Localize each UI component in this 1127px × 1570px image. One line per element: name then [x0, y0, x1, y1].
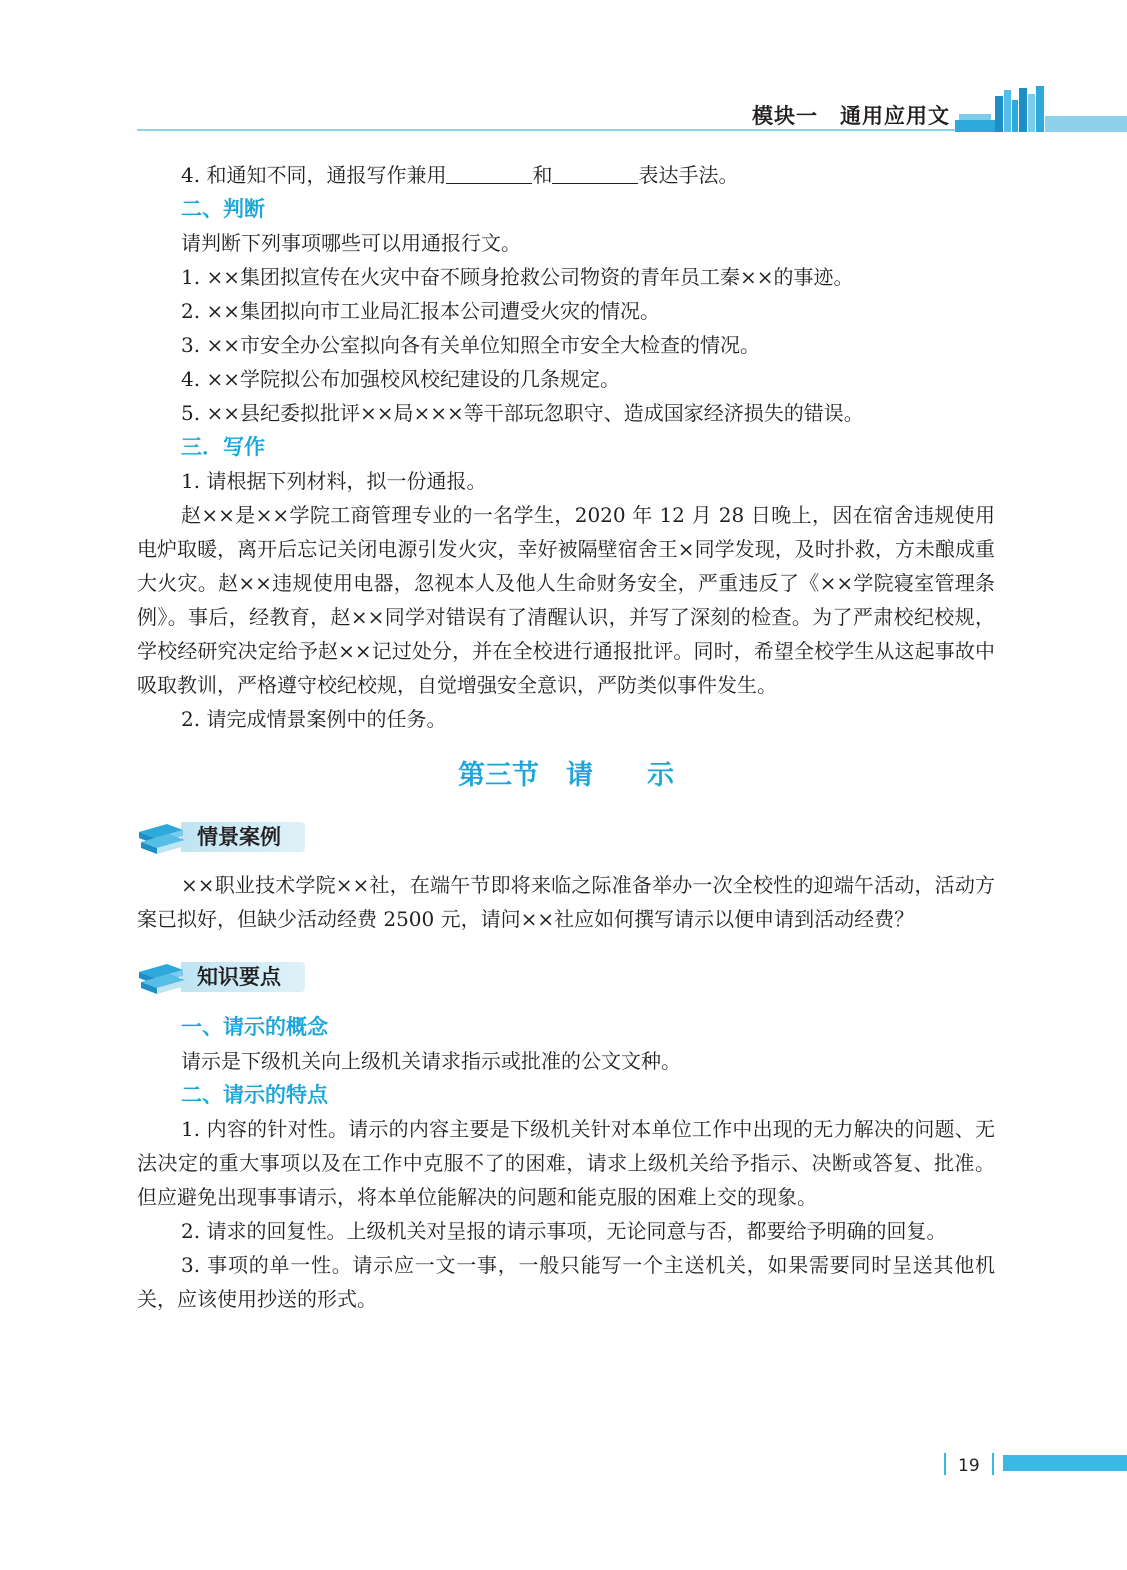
- module-title: 模块一 通用应用文: [752, 104, 950, 128]
- footer-divider: [992, 1453, 994, 1475]
- books-badge-icon: [137, 958, 187, 998]
- badge-label: 知识要点: [197, 965, 281, 989]
- section-title: 第三节 请 示: [458, 760, 674, 791]
- fill-middle: 和: [532, 163, 553, 187]
- judge-item: 2. ××集团拟向市工业局汇报本公司遭受火灾的情况。: [181, 299, 660, 323]
- answer-blank: [552, 163, 638, 184]
- header-rule: [137, 129, 957, 131]
- feature-item: 3. 事项的单一性。请示应一文一事，一般只能写一个主送机关，如果需要同时呈送其他机关，应该使用抄送的形式。: [137, 1253, 995, 1311]
- fill-in-question: [137, 158, 995, 192]
- scenario-text: ××职业技术学院××社，在端午节即将来临之际准备举办一次全校性的迎端午活动，活动方案已拟好，但缺少活动经费 2500 元，请问××社应如何撰写请示以便申请到活动经费？: [137, 873, 995, 931]
- footer-divider: [944, 1453, 946, 1475]
- judge-item: 1. ××集团拟宣传在火灾中奋不顾身抢救公司物资的青年员工秦××的事迹。: [181, 265, 854, 289]
- answer-blank: [446, 163, 532, 184]
- page-content: [137, 158, 995, 1316]
- judge-item: 5. ××县纪委拟批评××局×××等干部玩忽职守、造成国家经济损失的错误。: [181, 401, 864, 425]
- judge-intro: 请判断下列事项哪些可以用通报行文。: [181, 231, 521, 255]
- footer-bar: [1003, 1455, 1127, 1471]
- features-heading: 二、请示的特点: [181, 1083, 328, 1107]
- concept-text: 请示是下级机关向上级机关请求指示或批准的公文文种。: [181, 1049, 681, 1073]
- fill-prefix: 4. 和通知不同，通报写作兼用: [181, 163, 447, 187]
- concept-heading: 一、请示的概念: [181, 1015, 328, 1039]
- writing-item-2: 2. 请完成情景案例中的任务。: [181, 707, 447, 731]
- badge-label: 情景案例: [197, 825, 281, 849]
- page-header: [0, 0, 1127, 135]
- writing-heading: 三．写作: [181, 435, 265, 459]
- knowledge-badge: [137, 958, 995, 998]
- writing-material: 赵××是××学院工商管理专业的一名学生，2020 年 12 月 28 日晚上，因在宿舍违规使用电炉取暖，离开后忘记关闭电源引发火灾，幸好被隔壁宿舍王×同学发现，及时扑救，方未酿成重大火灾。赵××违规使用电器，忽视本人及他人生命财务安全，严重违反了《××学院寝室管理条例》。事后，经教育，赵××同学对错误有了清醒认识，并写了深刻的检查。为了严肃校纪校规，学校经研究决定给予赵××记过处分，并在全校进行通报批评。同时，希望全校学生从这起事故中吸取教训，严格遵守校纪校规，自觉增强安全意识，严防类似事件发生。: [137, 503, 995, 697]
- books-badge-icon: [137, 818, 187, 858]
- fill-suffix: 表达手法。: [638, 163, 739, 187]
- judge-item: 3. ××市安全办公室拟向各有关单位知照全市安全大检查的情况。: [181, 333, 760, 357]
- scenario-badge: [137, 818, 995, 858]
- page-number: 19: [958, 1456, 980, 1476]
- bookshelf-icon: [955, 86, 1127, 132]
- judge-item: 4. ××学院拟公布加强校风校纪建设的几条规定。: [181, 367, 620, 391]
- writing-item-1: 1. 请根据下列材料，拟一份通报。: [181, 469, 487, 493]
- feature-item: 1. 内容的针对性。请示的内容主要是下级机关针对本单位工作中出现的无力解决的问题、无法决定的重大事项以及在工作中克服不了的困难，请求上级机关给予指示、决断或答复、批准。但应避免出现事事请示，将本单位能解决的问题和能克服的困难上交的现象。: [137, 1117, 995, 1209]
- judge-heading: 二、判断: [181, 197, 265, 221]
- feature-item: 2. 请求的回复性。上级机关对呈报的请示事项，无论同意与否，都要给予明确的回复。: [181, 1219, 947, 1243]
